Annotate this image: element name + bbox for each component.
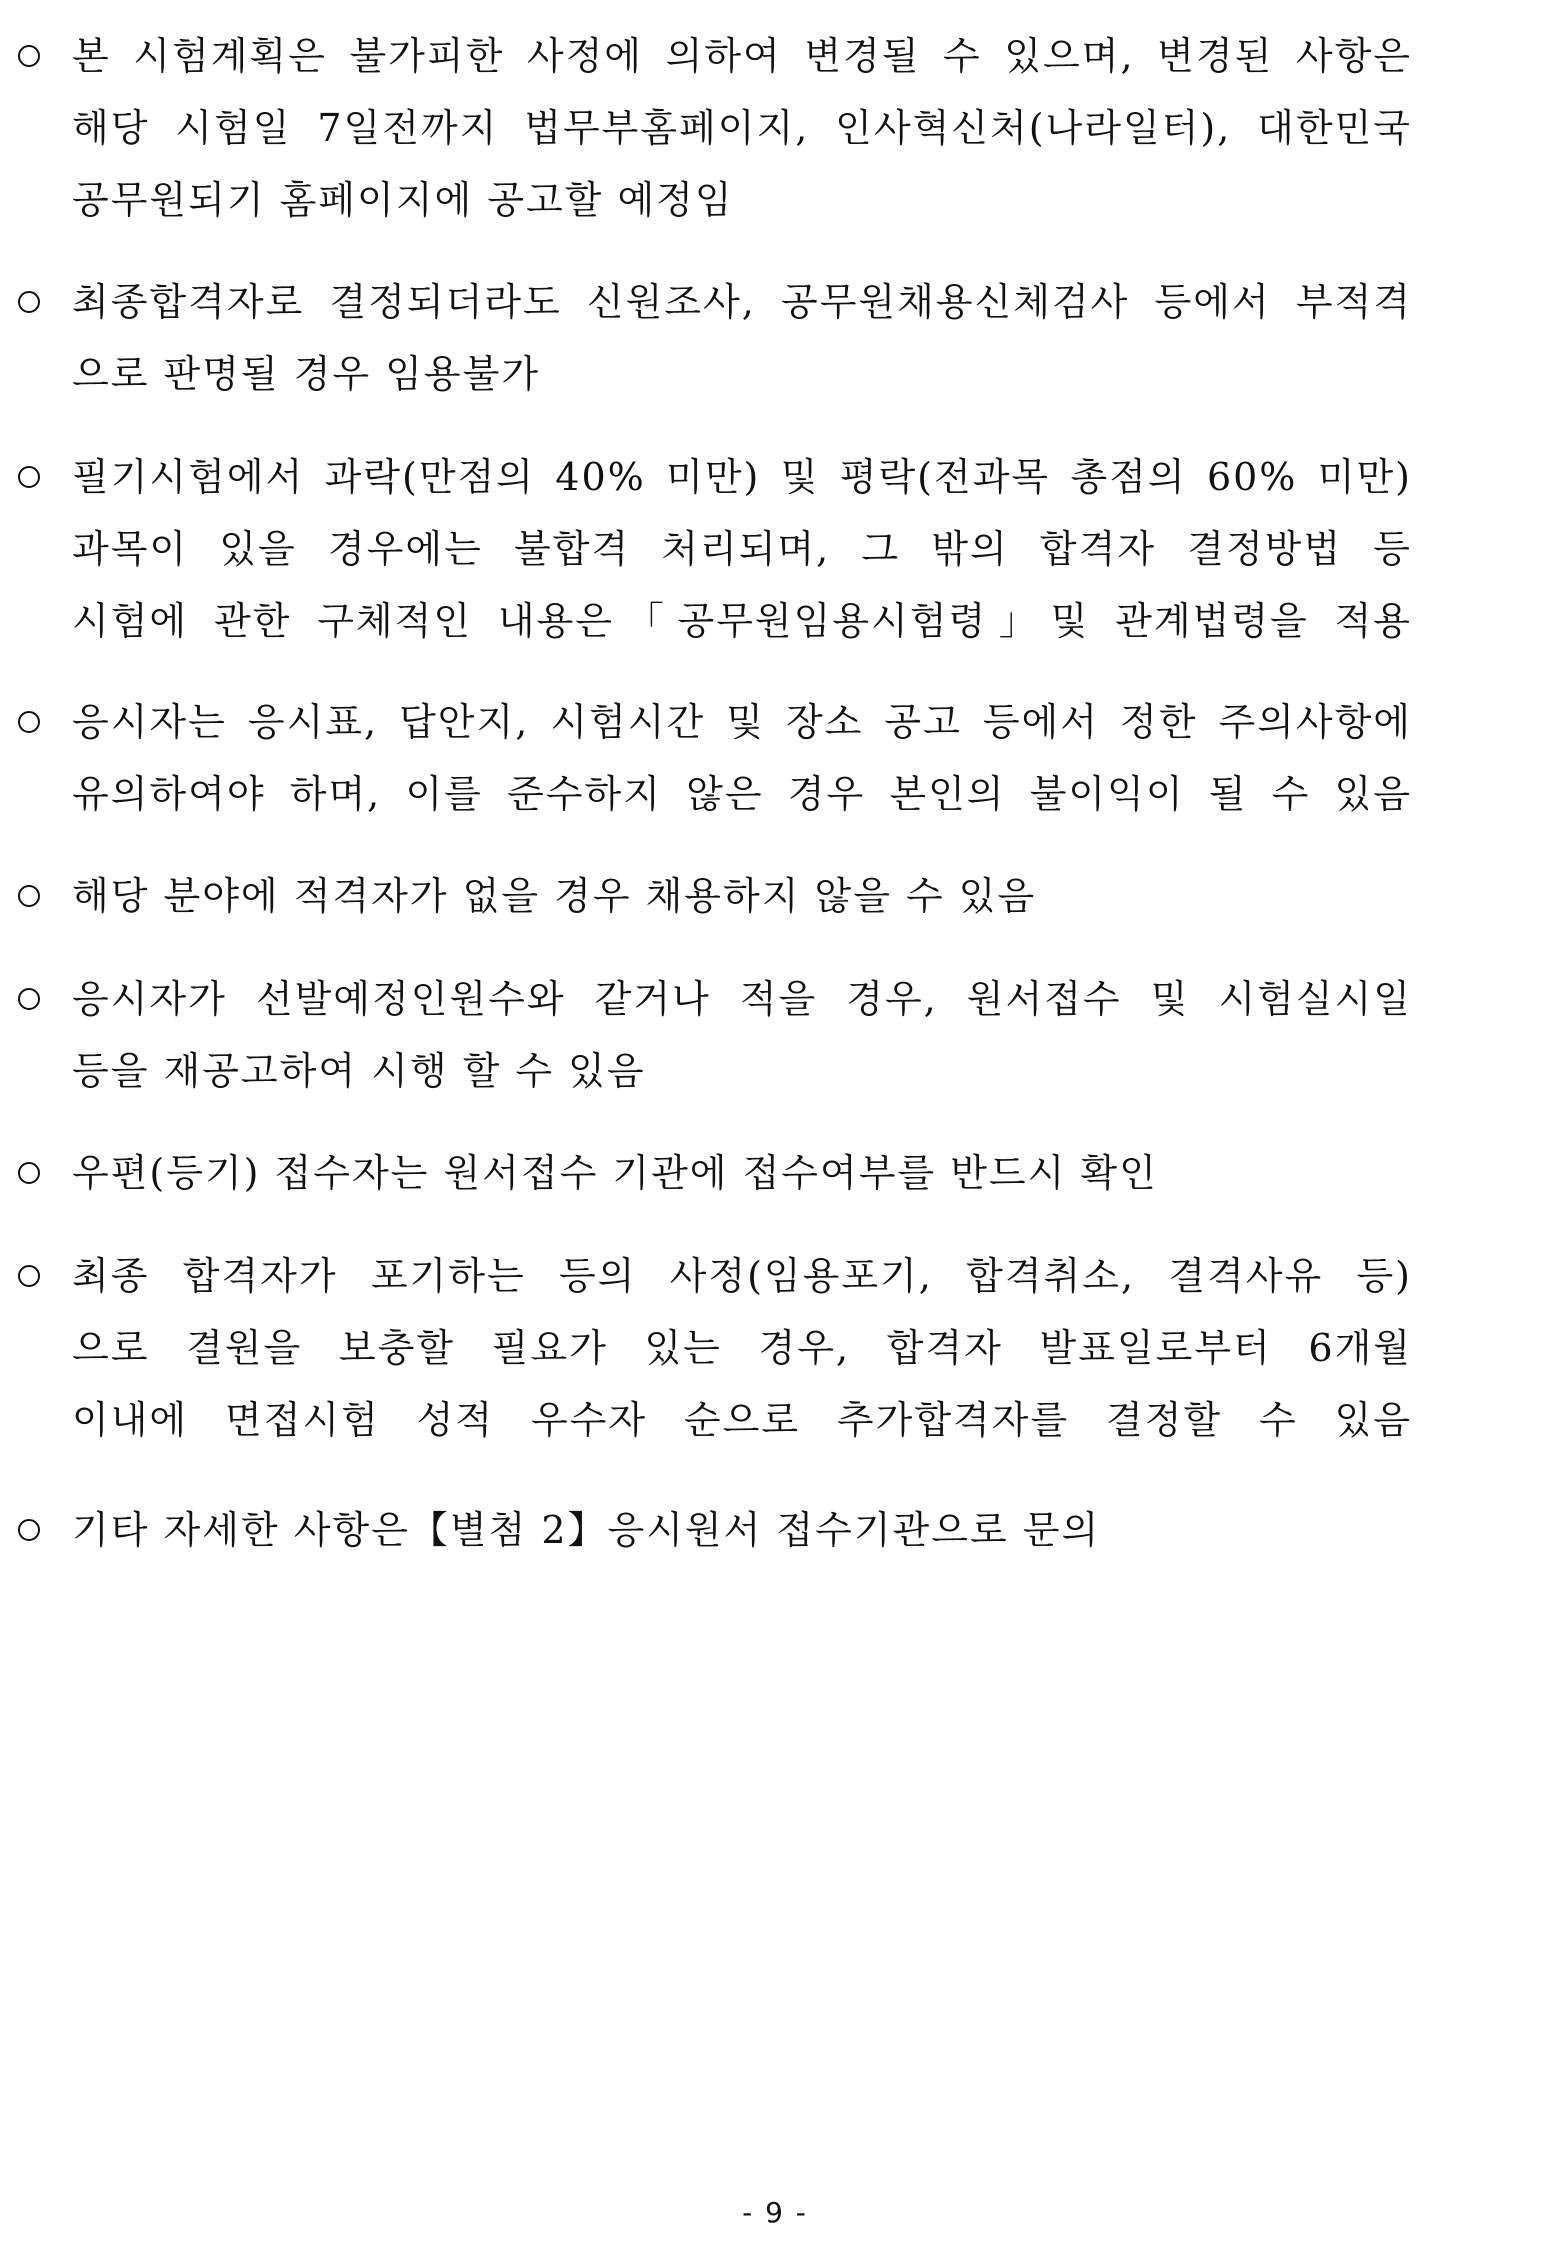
item-line: 으로 결원을 보충할 필요가 있는 경우, 합격자 발표일로부터 6개월 — [72, 1326, 1412, 1370]
notice-item-schedule-change — [14, 20, 1414, 236]
circle-bullet-icon — [14, 686, 44, 758]
notice-item-mail-application — [14, 1137, 1414, 1209]
item-line: 으로 판명될 경우 임용불가 — [72, 352, 541, 396]
item-line: 최종합격자로 결정되더라도 신원조사, 공무원채용신체검사 등에서 부적격 — [72, 280, 1412, 324]
item-line: 필기시험에서 과락(만점의 40% 미만) 및 평락(전과목 총점의 60% 미만) — [72, 455, 1412, 499]
circle-bullet-icon — [14, 1240, 44, 1312]
item-line: 해당 분야에 적격자가 없을 경우 채용하지 않을 수 있음 — [72, 874, 1037, 918]
item-line: 최종 합격자가 포기하는 등의 사정(임용포기, 합격취소, 결격사유 등) — [72, 1254, 1412, 1298]
notice-item-no-qualified-applicant — [14, 860, 1414, 932]
item-line: 해당 시험일 7일전까지 법무부홈페이지, 인사혁신처(나라일터), 대한민국 — [72, 106, 1412, 150]
circle-bullet-icon — [14, 20, 44, 92]
item-line: 등을 재공고하여 시행 할 수 있음 — [72, 1049, 646, 1093]
page-number: - 9 - — [742, 2196, 808, 2229]
item-line: 공무원되기 홈페이지에 공고할 예정임 — [72, 178, 734, 222]
notice-item-written-exam-criteria — [14, 441, 1414, 657]
item-line: 우편(등기) 접수자는 원서접수 기관에 접수여부를 반드시 확인 — [72, 1151, 1158, 1195]
item-line: 본 시험계획은 불가피한 사정에 의하여 변경될 수 있으며, 변경된 사항은 — [72, 34, 1412, 78]
item-line: 이내에 면접시험 성적 우수자 순으로 추가합격자를 결정할 수 있음 — [72, 1398, 1412, 1442]
item-line: 시험에 관한 구체적인 내용은「공무원임용시험령」및 관계법령을 적용 — [72, 599, 1412, 643]
circle-bullet-icon — [14, 266, 44, 338]
circle-bullet-icon — [14, 1137, 44, 1209]
item-line: 과목이 있을 경우에는 불합격 처리되며, 그 밖의 합격자 결정방법 등 — [72, 527, 1412, 571]
notice-item-disqualification — [14, 266, 1414, 410]
notice-item-candidate-precautions — [14, 686, 1414, 830]
item-line: 응시자는 응시표, 답안지, 시험시간 및 장소 공고 등에서 정한 주의사항에 — [72, 700, 1412, 744]
notice-item-additional-passers — [14, 1240, 1414, 1456]
circle-bullet-icon — [14, 860, 44, 932]
item-line: 기타 자세한 사항은【별첨 2】응시원서 접수기관으로 문의 — [72, 1508, 1101, 1552]
circle-bullet-icon — [14, 441, 44, 513]
item-line: 응시자가 선발예정인원수와 같거나 적을 경우, 원서접수 및 시험실시일 — [72, 977, 1412, 1021]
circle-bullet-icon — [14, 1494, 44, 1566]
notice-item-re-announcement — [14, 963, 1414, 1107]
item-line: 유의하여야 하며, 이를 준수하지 않은 경우 본인의 불이익이 될 수 있음 — [72, 772, 1412, 816]
notice-item-inquiries — [14, 1494, 1414, 1566]
circle-bullet-icon — [14, 963, 44, 1035]
